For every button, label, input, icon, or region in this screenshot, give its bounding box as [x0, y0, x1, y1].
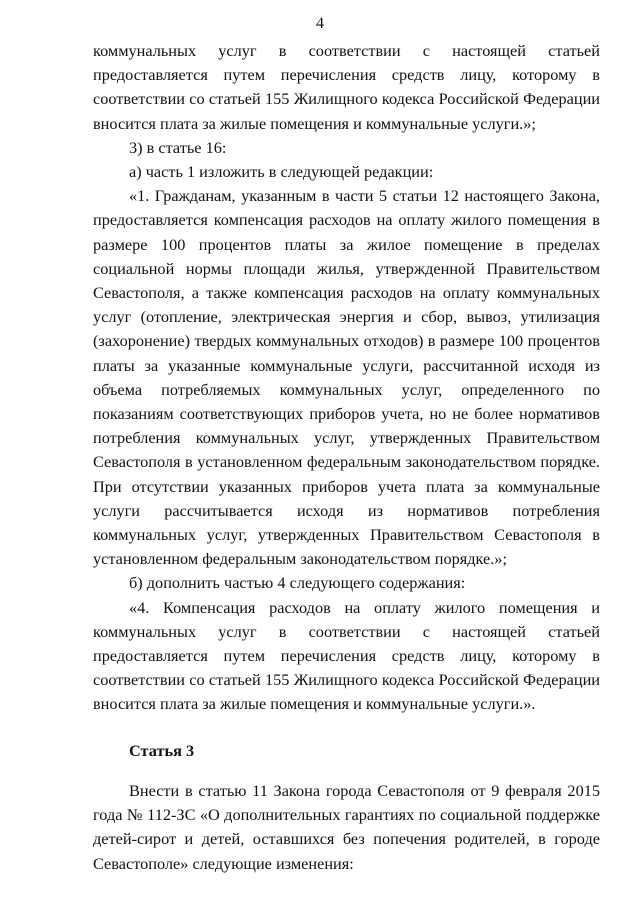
article-heading: Статья 3: [129, 740, 195, 760]
paragraph-part-1-text: «1. Гражданам, указанным в части 5 статьи 12 настоящего Закона, предоставляется компенсация расходов на оплату жилого помещения в размере 100 процентов платы за жилое помещение в пределах социальной нормы площади жилья, утвержденной Правительством Севастополя, а также компенсация расходов на оплату коммунальных услуг (отопление, электрическая энергия и сбор, вывоз, утилизация (захоронение) твердых коммунальных отходов) в размере 100 процентов платы за указанные коммунальные услуги, рассчитанной исходя из объема потребляемых коммунальных услуг, определенного по показаниям соответствующих приборов учета, но не более нормативов потребления коммунальных услуг, утвержденных Правительством Севастополя в установленном федеральным законодательством порядке. При отсутствии указанных приборов учета плата за коммунальные услуги рассчитывается исходя из нормативов потребления коммунальных услуг, утвержденных Правительством Севастополя в установленном федеральным законодательством порядке.»;: [93, 186, 600, 569]
spacer: [93, 717, 600, 739]
paragraph-item-3: 3) в статье 16:: [129, 137, 227, 157]
paragraph-continuation: коммунальных услуг в соответствии с настоящей статьей предоставляется путем перечисления средств лицу, которому в соответствии со статьей 155 Жилищного кодекса Российской Федерации вносится плата за жилые помещения и коммунальные услуги.»;: [93, 41, 600, 133]
paragraph-subitem-b: б) дополнить частью 4 следующего содержания:: [129, 573, 466, 593]
page-number: 4: [316, 15, 324, 32]
paragraph-article-3-text: Внести в статью 11 Закона города Севастополя от 9 февраля 2015 года № 112-ЗС «О дополнительных гарантиях по социальной поддержке детей-сирот и детей, оставшихся без попечения родителей, в городе Севастополе» следующие изменения:: [93, 780, 600, 873]
document-body: [93, 39, 600, 876]
spacer: [93, 763, 600, 779]
paragraph-subitem-a: а) часть 1 изложить в следующей редакции:: [129, 162, 434, 182]
paragraph-part-4-text: «4. Компенсация расходов на оплату жилого помещения и коммунальных услуг в соответствии с настоящей статьей предоставляется путем перечисления средств лицу, которому в соответствии со статьей 155 Жилищного кодекса Российской Федерации вносится плата за жилые помещения и коммунальные услуги.».: [93, 597, 600, 714]
